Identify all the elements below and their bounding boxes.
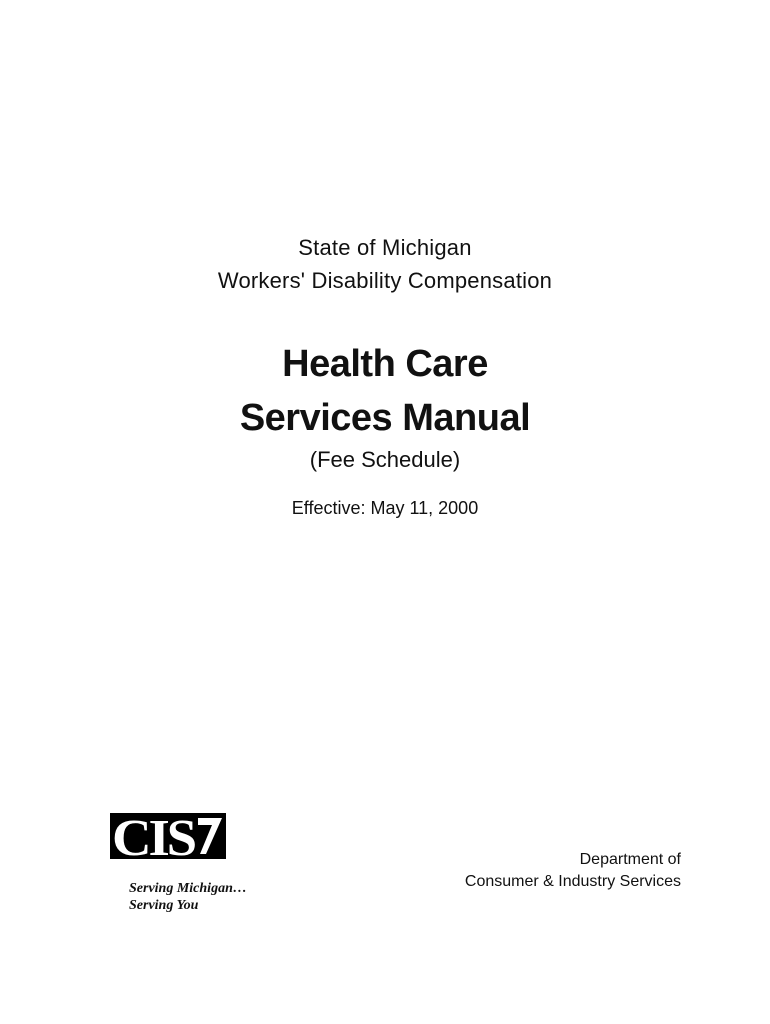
tagline	[129, 880, 247, 914]
tagline-line-1: Serving Michigan…	[129, 881, 247, 896]
department-line-2: Consumer & Industry Services	[464, 873, 681, 890]
department-name	[465, 849, 681, 893]
logo-text: CIS	[112, 813, 196, 859]
tagline-line-2: Serving You	[129, 898, 199, 913]
header-state-line: State of Michigan	[298, 235, 472, 260]
document-title-line-1: Health Care	[282, 343, 488, 385]
effective-date: Effective: May 11, 2000	[291, 498, 479, 518]
cis-logo	[110, 813, 226, 859]
department-line-1: Department of	[579, 851, 681, 868]
document-subtitle: (Fee Schedule)	[309, 447, 461, 472]
header-agency-line: Workers' Disability Compensation	[217, 268, 553, 293]
document-title-line-2: Services Manual	[239, 397, 531, 439]
